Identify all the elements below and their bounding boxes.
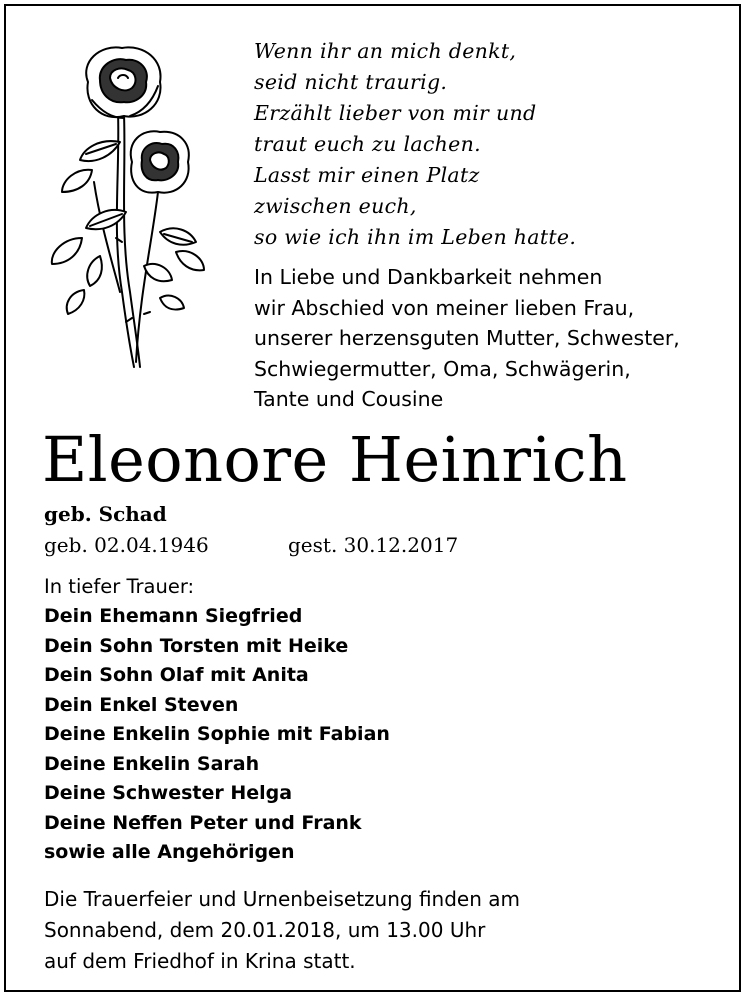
funeral-line: auf dem Friedhof in Krina statt. [44,949,356,973]
mourner: sowie alle Angehörigen [44,841,295,863]
poem-line: zwischen euch, [254,194,417,218]
mourner: Deine Neffen Peter und Frank [44,811,362,834]
funeral-line: Die Trauerfeier und Urnenbeisetzung finden am [44,887,521,911]
intro-line: unserer herzensguten Mutter, Schwester, [254,326,680,350]
funeral-line: Sonnabend, dem 20.01.2018, um 13.00 Uhr [44,918,486,942]
poem-line: Wenn ihr an mich denkt, [254,39,517,63]
birth-name: geb. Schad [44,502,167,526]
death-date: gest. 30.12.2017 [288,533,459,557]
birth-date: geb. 02.04.1946 [44,533,209,557]
intro-line: wir Abschied von meiner lieben Frau, [254,295,635,320]
mourner: Dein Ehemann Siegfried [44,605,303,627]
funeral-notice [44,884,520,977]
intro-line: Tante und Cousine [254,387,444,411]
mourner: Dein Sohn Torsten mit Heike [44,634,349,657]
mourner: Deine Schwester Helga [44,782,293,804]
mourners-list [44,602,390,868]
rose-illustration-icon [40,42,210,372]
mourner: Dein Sohn Olaf mit Anita [44,664,309,686]
grief-heading: In tiefer Trauer: [44,575,195,598]
poem-line: so wie ich ihn im Leben hatte. [254,225,577,249]
obituary-card [4,4,741,992]
mourner: Dein Enkel Steven [44,693,239,716]
poem [254,36,576,253]
poem-line: seid nicht traurig. [254,70,448,94]
poem-line: traut euch zu lachen. [254,132,481,156]
mourner: Deine Enkelin Sarah [44,752,260,775]
life-dates [44,530,459,560]
poem-line: Lasst mir einen Platz [254,163,480,187]
poem-line: Erzählt lieber von mir und [254,101,537,125]
intro-line: Schwiegermutter, Oma, Schwägerin, [254,356,631,381]
farewell-intro [254,262,680,415]
mourner: Deine Enkelin Sophie mit Fabian [44,723,390,745]
deceased-name: Eleonore Heinrich [42,423,628,496]
intro-line: In Liebe und Dankbarkeit nehmen [254,265,603,289]
